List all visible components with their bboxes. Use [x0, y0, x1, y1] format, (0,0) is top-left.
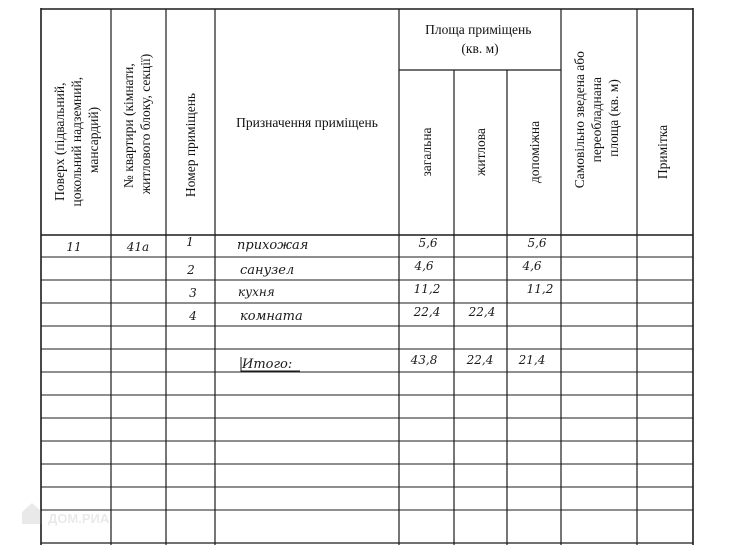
header-floor: Поверх (підвальний, цокольний надземний, мансардий) [52, 76, 101, 207]
cell-room-number: 2 [187, 263, 195, 277]
header-apartment: № квартири (кімнати, житлового блоку, секції) [121, 53, 153, 195]
header-purpose: Призначення приміщень [236, 115, 378, 130]
cell-apartment: 41а [126, 240, 150, 254]
cell-purpose: комната [240, 309, 303, 324]
cell-room-number: 3 [189, 286, 197, 300]
totals-row [241, 353, 545, 372]
header-living: житлова [473, 128, 488, 176]
header-room-number: Номер приміщень [183, 92, 198, 198]
header-illegal-area: Самовільно зведена або переобладнана площа (кв. м) [572, 51, 621, 189]
table-row [188, 305, 495, 324]
watermark [22, 503, 110, 526]
cell-purpose: кухня [238, 285, 275, 299]
cell-room-number: 4 [189, 309, 197, 323]
totals-auxiliary: 21,4 [518, 353, 546, 367]
header-total: загальна [419, 127, 434, 177]
table-row [186, 259, 542, 278]
cell-room-number: 1 [186, 235, 194, 249]
cell-floor: 11 [66, 240, 82, 254]
header-note: Примітка [655, 124, 670, 180]
cell-auxiliary: 4,6 [522, 259, 542, 273]
header-area-group: Площа приміщень (кв. м) [425, 22, 532, 56]
cell-total: 22,4 [413, 305, 441, 319]
totals-label: Итого: [242, 357, 293, 372]
cell-total: 11,2 [413, 282, 441, 296]
table-row [189, 282, 553, 300]
header-auxiliary: допоміжна [527, 120, 542, 184]
totals-total: 43,8 [410, 353, 438, 367]
cell-auxiliary: 5,6 [527, 236, 547, 250]
watermark-text: ДОМ.РИА [48, 511, 110, 526]
cell-purpose: санузел [240, 263, 295, 278]
house-icon [22, 503, 42, 524]
cell-auxiliary: 11,2 [526, 282, 554, 296]
cell-purpose: прихожая [237, 238, 309, 253]
cell-living: 22,4 [468, 305, 496, 319]
cell-total: 4,6 [414, 259, 434, 273]
totals-living: 22,4 [466, 353, 494, 367]
table-row [66, 235, 547, 254]
cell-total: 5,6 [418, 236, 438, 250]
